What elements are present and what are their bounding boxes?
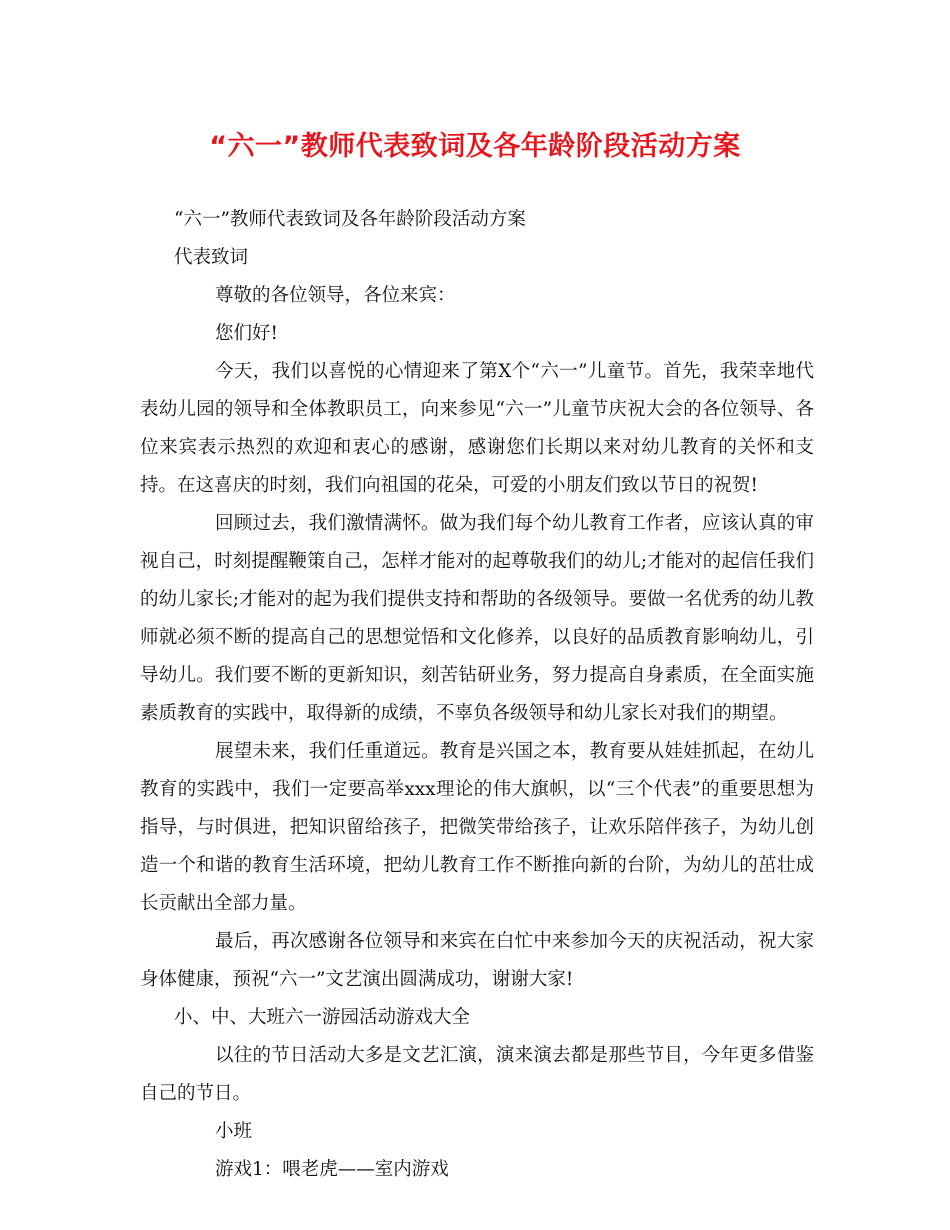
document-body [140,201,814,1189]
section-speech-heading: 代表致词 [174,247,249,268]
paragraph-outlook: 展望未来，我们任重道远。教育是兴国之本，教育要从娃娃抓起，在幼儿教育的实践中，我们一定要高举xxx理论的伟大旗帜，以“三个代表”的重要思想为指导，与时俱进，把知识留给孩子，把微笑带给孩子，让欢乐陪伴孩子，为幼儿创造一个和谐的教育生活环境，把幼儿教育工作不断推向新的台阶，为幼儿的茁壮成长贡献出全部力量。 [140,741,814,914]
paragraph-opening: 今天，我们以喜悦的心情迎来了第X个“六一”儿童节。首先，我荣幸地代表幼儿园的领导和全体教职员工，向来参见“六一”儿童节庆祝大会的各位领导、各位来宾表示热烈的欢迎和衷心的感谢，感谢您们长期以来对幼儿教育的关怀和支持。在这喜庆的时刻，我们向祖国的花朵，可爱的小朋友们致以节日的祝贺! [140,361,814,496]
paragraph-review: 回顾过去，我们激情满怀。做为我们每个幼儿教育工作者，应该认真的审视自己，时刻提醒鞭策自己，怎样才能对的起尊敬我们的幼儿;才能对的起信任我们的幼儿家长;才能对的起为我们提供支持和帮助的各级领导。要做一名优秀的幼儿教师就必须不断的提高自己的思想觉悟和文化修养，以良好的品质教育影响幼儿，引导幼儿。我们要不断的更新知识，刻苦钻研业务，努力提高自身素质，在全面实施素质教育的实践中，取得新的成绩，不辜负各级领导和幼儿家长对我们的期望。 [140,513,814,724]
class-small-heading: 小班 [215,1121,253,1142]
section-games-heading: 小、中、大班六一游园活动游戏大全 [174,1007,471,1028]
heading-repeat: “六一”教师代表致词及各年龄阶段活动方案 [174,209,526,230]
document-title: “六一”教师代表致词及各年龄阶段活动方案 [209,131,741,162]
game-1-heading: 游戏1：喂老虎——室内游戏 [215,1159,449,1180]
salutation: 尊敬的各位领导，各位来宾： [215,285,456,306]
paragraph-games-intro: 以往的节日活动大多是文艺汇演，演来演去都是那些节目，今年更多借鉴自己的节日。 [140,1045,814,1104]
greeting: 您们好! [215,323,278,344]
paragraph-closing: 最后，再次感谢各位领导和来宾在白忙中来参加今天的庆祝活动，祝大家身体健康，预祝“六一”文艺演出圆满成功，谢谢大家! [140,931,814,990]
